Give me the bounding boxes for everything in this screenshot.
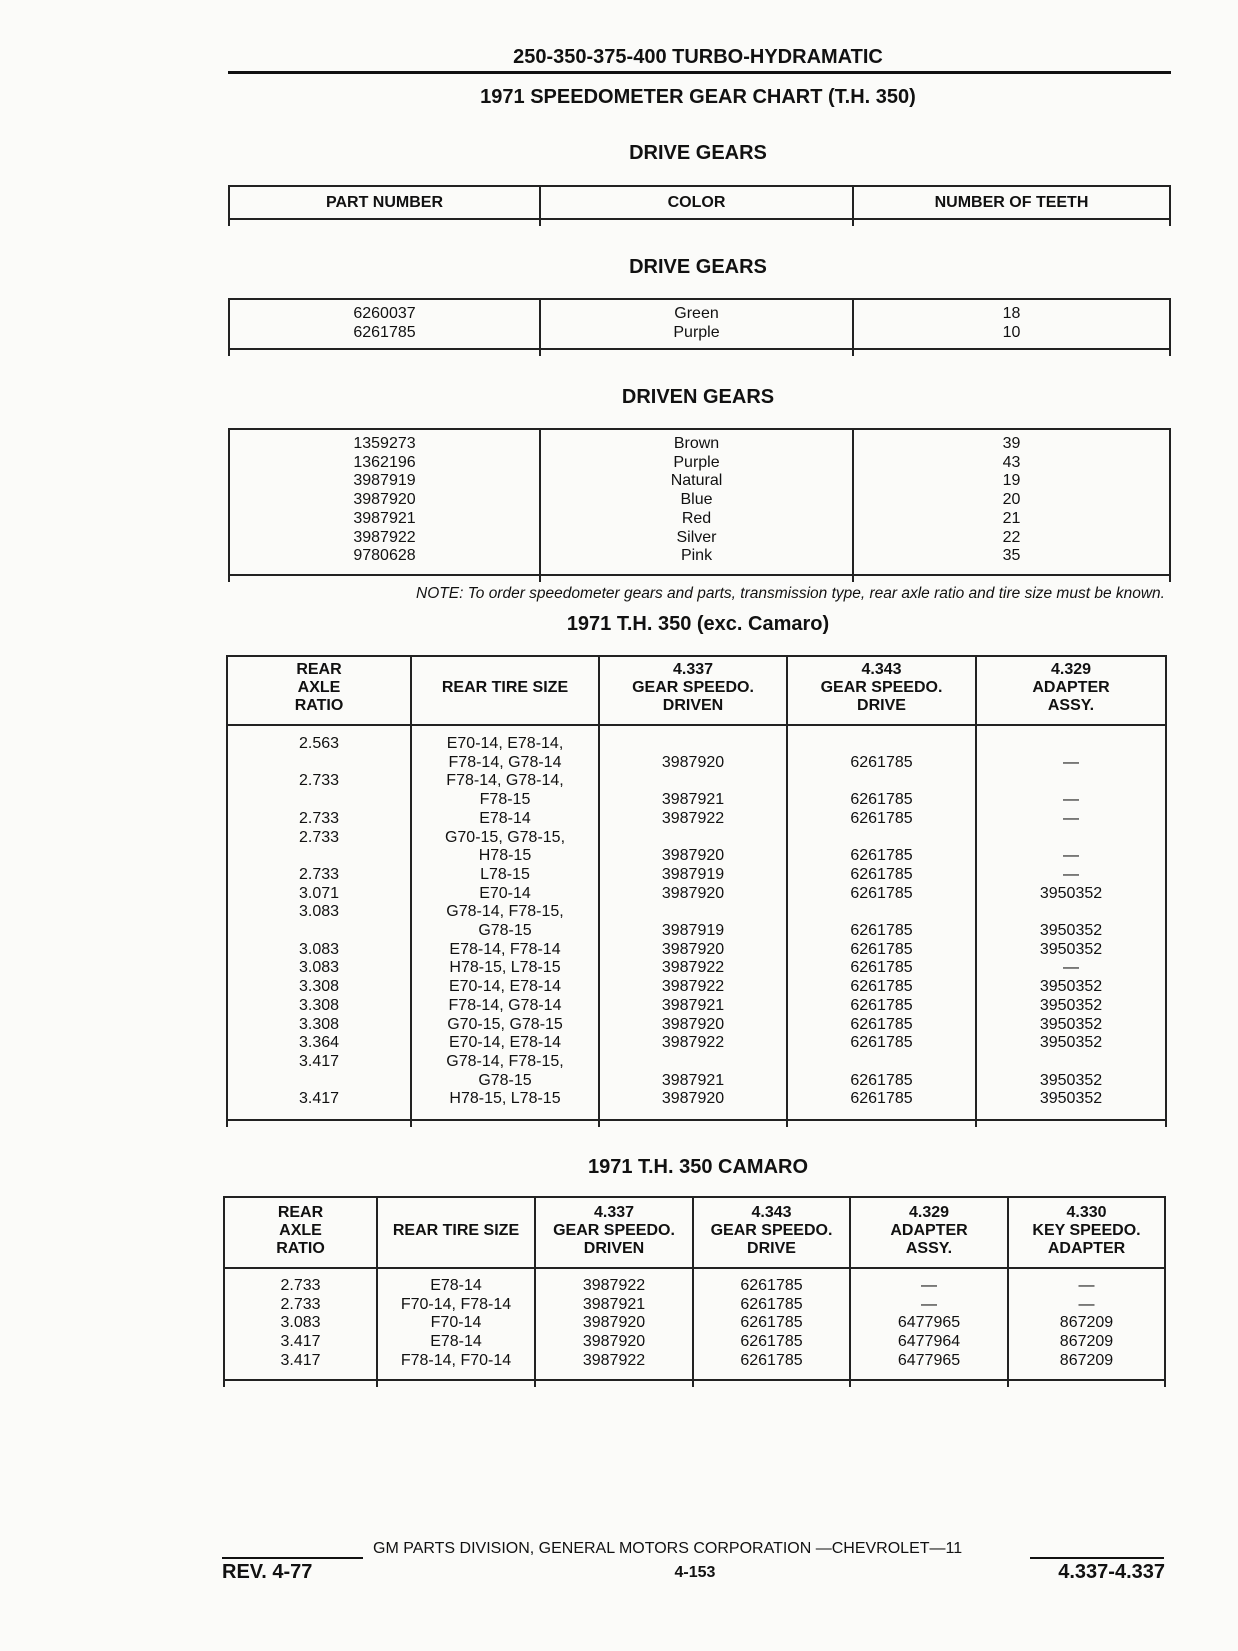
header-gear-speedo-drive: 4.343 GEAR SPEEDO. DRIVE bbox=[710, 1204, 833, 1257]
header-rear-axle-ratio: REAR AXLE RATIO bbox=[294, 661, 344, 714]
section-title-drive-gears: DRIVE GEARS bbox=[629, 256, 767, 278]
header-rear-axle-ratio: REAR AXLE RATIO bbox=[276, 1204, 325, 1257]
header-gear-speedo-drive: 4.343 GEAR SPEEDO. DRIVE bbox=[820, 661, 943, 714]
footer-section-number: 4.337-4.337 bbox=[1058, 1561, 1165, 1583]
rear-tire-size-values: E70-14, E78-14, F78-14, G78-14 F78-14, G78-14, F78-15 E78-14 G70-15, G78-15, H78-15 L78-15 E70-14 G78-14, F78-15, G78-15 E78-14, F78-14 H78-15, L78-15 E70-14, E78-14 F78-14, G78-14 G70-15, G78-15 E70-14, E78-14 G78-14, F78-15, G78-15 H78-15, L78-15 bbox=[444, 735, 566, 1108]
title-underline bbox=[228, 71, 1171, 74]
header-gear-speedo-driven: 4.337 GEAR SPEEDO. DRIVEN bbox=[632, 661, 754, 714]
header-adapter-assy: 4.329 ADAPTER ASSY. bbox=[1032, 661, 1110, 714]
drive-gear-colors: Green Purple bbox=[673, 305, 720, 341]
footer-page-number: 4-153 bbox=[674, 1564, 716, 1581]
footer-publisher: GM PARTS DIVISION, GENERAL MOTORS CORPORATION —CHEVROLET—11 bbox=[373, 1540, 963, 1557]
driven-gear-part-numbers: 1359273 1362196 3987919 3987920 3987921 3987922 9780628 bbox=[353, 435, 416, 565]
footer-rule-right bbox=[1030, 1557, 1164, 1559]
chart-title: 1971 SPEEDOMETER GEAR CHART (T.H. 350) bbox=[480, 86, 916, 108]
section-title-camaro: 1971 T.H. 350 CAMARO bbox=[587, 1156, 809, 1178]
rear-tire-size-values: E78-14 F70-14, F78-14 F70-14 E78-14 F78-14, F70-14 bbox=[400, 1277, 512, 1369]
header-number-of-teeth: NUMBER OF TEETH bbox=[934, 194, 1089, 211]
section-title-exc-camaro: 1971 T.H. 350 (exc. Camaro) bbox=[566, 613, 830, 635]
header-key-speedo-adapter: 4.330 KEY SPEEDO. ADAPTER bbox=[1032, 1204, 1141, 1257]
drive-gear-teeth: 18 10 bbox=[1002, 305, 1021, 341]
driven-gear-colors: Brown Purple Natural Blue Red Silver Pink bbox=[670, 435, 723, 565]
gear-speedo-driven-values: 3987920 3987921 3987922 3987920 3987919 3987920 3987919 3987920 3987922 3987922 3987921 3987920 3987922 3987921 3987920 bbox=[661, 753, 725, 1108]
drive-gear-part-numbers: 6260037 6261785 bbox=[353, 305, 416, 341]
adapter-assy-values: — — 6477965 6477964 6477965 bbox=[897, 1277, 961, 1369]
gear-columns-header-table bbox=[228, 185, 1171, 220]
header-divider bbox=[228, 724, 1165, 726]
driven-gear-teeth: 39 43 19 20 21 22 35 bbox=[1002, 435, 1021, 565]
ordering-note: NOTE: To order speedometer gears and parts, transmission type, rear axle ratio and tire size must be known. bbox=[416, 585, 1165, 602]
document-title: 250-350-375-400 TURBO-HYDRAMATIC bbox=[513, 46, 883, 68]
header-divider bbox=[225, 1267, 1164, 1269]
drive-gears-table bbox=[228, 298, 1171, 350]
section-title-driven-gears: DRIVEN GEARS bbox=[621, 386, 775, 408]
header-color: COLOR bbox=[667, 194, 726, 211]
section-title-drive-gears-header: DRIVE GEARS bbox=[629, 142, 767, 164]
rear-axle-ratio-values: 2.563 2.733 2.733 2.733 2.733 3.071 3.083 3.083 3.083 3.308 3.308 3.308 3.364 3.417 3.417 bbox=[298, 735, 340, 1108]
key-speedo-adapter-values: — — 867209 867209 867209 bbox=[1059, 1277, 1114, 1369]
footer-rule-left bbox=[222, 1557, 363, 1559]
exc-camaro-table bbox=[226, 655, 1167, 1121]
gear-speedo-driven-values: 3987922 3987921 3987920 3987920 3987922 bbox=[582, 1277, 646, 1369]
gear-speedo-drive-values: 6261785 6261785 6261785 6261785 6261785 6261785 6261785 6261785 6261785 6261785 6261785 6261785 6261785 6261785 6261785 bbox=[850, 753, 913, 1108]
footer-revision: REV. 4-77 bbox=[222, 1561, 313, 1583]
gear-speedo-drive-values: 6261785 6261785 6261785 6261785 6261785 bbox=[740, 1277, 803, 1369]
header-gear-speedo-driven: 4.337 GEAR SPEEDO. DRIVEN bbox=[553, 1204, 675, 1257]
header-rear-tire-size: REAR TIRE SIZE bbox=[392, 1222, 520, 1239]
driven-gears-table bbox=[228, 428, 1171, 576]
header-part-number: PART NUMBER bbox=[325, 194, 444, 211]
header-adapter-assy: 4.329 ADAPTER ASSY. bbox=[890, 1204, 968, 1257]
rear-axle-ratio-values: 2.733 2.733 3.083 3.417 3.417 bbox=[280, 1277, 321, 1369]
adapter-assy-values: — — — — — 3950352 3950352 3950352 — 3950352 3950352 3950352 3950352 3950352 3950352 bbox=[1039, 753, 1103, 1108]
camaro-table bbox=[223, 1196, 1166, 1381]
header-rear-tire-size: REAR TIRE SIZE bbox=[441, 679, 569, 696]
